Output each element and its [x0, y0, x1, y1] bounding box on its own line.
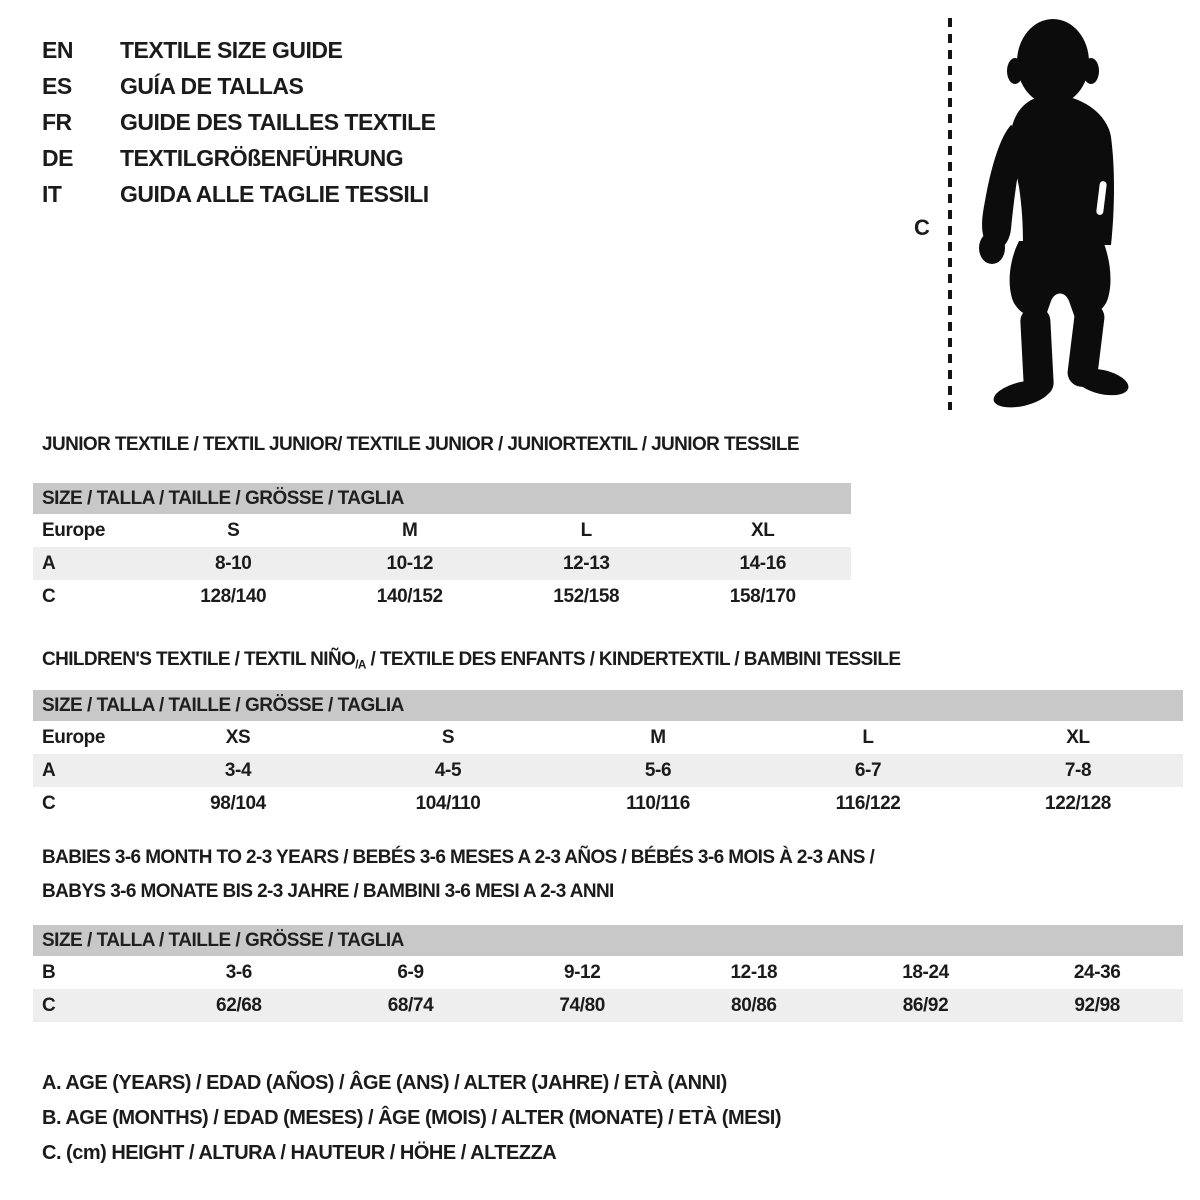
babies-size-table: [33, 925, 1183, 1022]
language-row: [42, 32, 436, 68]
language-code: EN: [42, 37, 73, 63]
legend: [42, 1066, 781, 1171]
value-cell: 110/116: [626, 793, 690, 814]
table-row-age: [33, 547, 851, 580]
value-cell: 24-36: [1073, 962, 1121, 983]
value-cell: 152/158: [553, 586, 620, 607]
junior-size-table: [33, 483, 851, 613]
value-cell: 74/80: [559, 995, 605, 1016]
value-cell: 3-4: [224, 760, 252, 781]
value-cell: XL: [751, 520, 775, 541]
value-cell: 128/140: [200, 586, 267, 607]
value-cell: 10-12: [386, 553, 434, 574]
value-cell: 6-7: [854, 760, 882, 781]
language-code: DE: [42, 145, 73, 171]
row-label-cell: Europe: [42, 727, 106, 748]
row-label-cell: A: [42, 553, 56, 574]
height-dashed-line: [948, 18, 952, 410]
legend-line-b: B. AGE (MONTHS) / EDAD (MESES) / ÂGE (MOIS) / ALTER (MONATE) / ETÀ (MESI): [42, 1107, 782, 1129]
value-cell: 18-24: [902, 962, 949, 983]
value-cell: L: [580, 520, 592, 541]
table-row-europe: [33, 514, 851, 547]
junior-section-heading: JUNIOR TEXTILE / TEXTIL JUNIOR/ TEXTILE JUNIOR / JUNIORTEXTIL / JUNIOR TESSILE: [42, 434, 799, 455]
babies-section-heading-line2: BABYS 3-6 MONATE BIS 2-3 JAHRE / BAMBINI 3-6 MESI A 2-3 ANNI: [42, 881, 614, 902]
value-cell: 9-12: [563, 962, 601, 983]
toddler-silhouette: [965, 15, 1135, 410]
children-heading-pre: CHILDREN'S TEXTILE / TEXTIL NIÑO: [42, 649, 356, 670]
language-code: FR: [42, 109, 72, 135]
row-label-cell: C: [42, 586, 56, 607]
value-cell: 98/104: [210, 793, 266, 814]
language-row: [42, 176, 436, 212]
language-title: GUIDE DES TAILLES TEXTILE: [120, 109, 436, 135]
children-size-table: [33, 690, 1183, 820]
value-cell: 158/170: [729, 586, 796, 607]
language-title: TEXTILE SIZE GUIDE: [120, 37, 343, 63]
value-cell: 104/110: [415, 793, 481, 814]
size-header-band: SIZE / TALLA / TAILLE / GRÖSSE / TAGLIA: [33, 690, 1183, 721]
table-row-age: [33, 754, 1183, 787]
value-cell: 68/74: [387, 995, 434, 1016]
value-cell: S: [441, 727, 455, 748]
value-cell: 3-6: [225, 962, 252, 983]
row-label-cell: Europe: [42, 520, 106, 541]
value-cell: 116/122: [835, 793, 901, 814]
language-code: IT: [42, 181, 62, 207]
legend-line-a: A. AGE (YEARS) / EDAD (AÑOS) / ÂGE (ANS) / ALTER (JAHRE) / ETÀ (ANNI): [42, 1072, 727, 1094]
row-label-cell: C: [42, 793, 56, 814]
children-heading-post: / TEXTILE DES ENFANTS / KINDERTEXTIL / BAMBINI TESSILE: [365, 649, 901, 670]
children-section-heading: [42, 648, 900, 677]
value-cell: L: [862, 727, 874, 748]
value-cell: 6-9: [397, 962, 424, 983]
babies-section-heading-line1: BABIES 3-6 MONTH TO 2-3 YEARS / BEBÉS 3-6 MESES A 2-3 AÑOS / BÉBÉS 3-6 MOIS À 2-3 ANS /: [42, 847, 875, 868]
value-cell: 14-16: [739, 553, 787, 574]
table-row-europe: [33, 721, 1183, 754]
value-cell: XS: [225, 727, 251, 748]
size-header-band: SIZE / TALLA / TAILLE / GRÖSSE / TAGLIA: [33, 483, 851, 514]
value-cell: 80/86: [731, 995, 777, 1016]
language-title: TEXTILGRÖßENFÜHRUNG: [120, 145, 404, 171]
value-cell: XL: [1066, 727, 1090, 748]
language-row: [42, 104, 436, 140]
table-row-height: [33, 787, 1183, 820]
row-label-cell: B: [42, 962, 56, 983]
size-header-band: SIZE / TALLA / TAILLE / GRÖSSE / TAGLIA: [33, 925, 1183, 956]
language-code: ES: [42, 73, 72, 99]
value-cell: M: [402, 520, 418, 541]
language-row: [42, 140, 436, 176]
table-row-height: [33, 989, 1183, 1022]
value-cell: S: [227, 520, 240, 541]
table-row-months: [33, 956, 1183, 989]
value-cell: 5-6: [644, 760, 672, 781]
height-label-c: C: [914, 215, 930, 240]
value-cell: 122/128: [1045, 793, 1111, 814]
value-cell: 4-5: [434, 760, 462, 781]
row-label-cell: C: [42, 995, 56, 1016]
value-cell: 140/152: [376, 586, 443, 607]
value-cell: 12-13: [562, 553, 610, 574]
language-title: GUIDA ALLE TAGLIE TESSILI: [120, 181, 429, 207]
value-cell: 8-10: [215, 553, 252, 574]
value-cell: 62/68: [216, 995, 262, 1016]
children-heading-sub: /A: [355, 658, 366, 672]
table-row-height: [33, 580, 851, 613]
toddler-body: [979, 19, 1131, 410]
value-cell: 12-18: [730, 962, 778, 983]
language-list: [42, 32, 436, 212]
row-label-cell: A: [42, 760, 56, 781]
language-row: [42, 68, 436, 104]
value-cell: M: [650, 727, 666, 748]
value-cell: 92/98: [1074, 995, 1120, 1016]
value-cell: 86/92: [902, 995, 949, 1016]
value-cell: 7-8: [1064, 760, 1092, 781]
language-title: GUÍA DE TALLAS: [120, 73, 304, 99]
legend-line-c: C. (cm) HEIGHT / ALTURA / HAUTEUR / HÖHE / ALTEZZA: [42, 1142, 557, 1164]
